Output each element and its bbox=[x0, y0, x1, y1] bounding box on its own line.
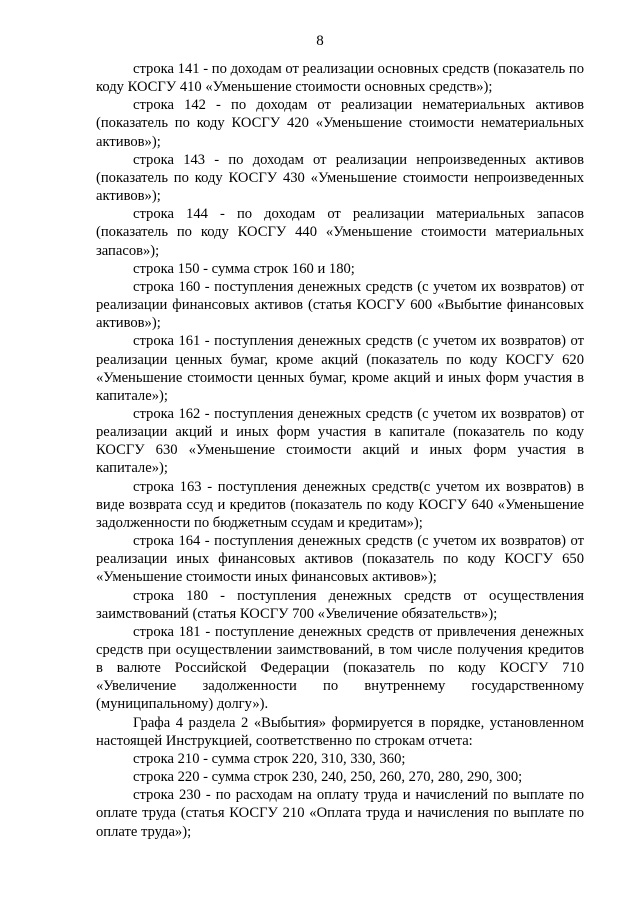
paragraph-line-144: строка 144 - по доходам от реализации материальных запасов (показатель по коду КОСГУ 440 «Уменьшение стоимости материальных запасов»); bbox=[96, 206, 584, 259]
paragraph-column-4: Графа 4 раздела 2 «Выбытия» формируется в порядке, установленном настоящей Инструкцией, соответственно по строкам отчета: bbox=[96, 714, 584, 749]
paragraph-line-210: строка 210 - сумма строк 220, 310, 330, 360; bbox=[133, 750, 406, 767]
paragraph-line-230: строка 230 - по расходам на оплату труда и начислений по выплате по оплате труда (статья КОСГУ 210 «Оплата труда и начисления по выплате по оплате труда»); bbox=[96, 787, 584, 840]
paragraph-line-164: строка 164 - поступления денежных средств (с учетом их возвратов) от реализации иных финансовых активов (показатель по коду КОСГУ 650 «Уменьшение стоимости иных финансовых активов»); bbox=[96, 533, 584, 586]
paragraph-line-142: строка 142 - по доходам от реализации нематериальных активов (показатель по коду КОСГУ 420 «Уменьшение стоимости нематериальных активов»); bbox=[96, 97, 584, 150]
paragraph-line-150: строка 150 - сумма строк 160 и 180; bbox=[133, 260, 355, 277]
paragraph-line-141: строка 141 - по доходам от реализации основных средств (показатель по коду КОСГУ 410 «Уменьшение стоимости основных средств»); bbox=[96, 61, 584, 96]
paragraph-line-162: строка 162 - поступления денежных средств (с учетом их возвратов) от реализации акций и иных форм участия в капитале (показатель по коду КОСГУ 630 «Уменьшение стоимости акций и иных форм участия в капитале»); bbox=[96, 405, 584, 477]
document-body bbox=[96, 60, 584, 841]
paragraph-line-143: строка 143 - по доходам от реализации непроизведенных активов (показатель по коду КОСГУ 430 «Уменьшение стоимости непроизведенных активов»); bbox=[96, 151, 584, 205]
paragraph-line-160: строка 160 - поступления денежных средств (с учетом их возвратов) от реализации финансовых активов (статья КОСГУ 600 «Выбытие финансовых активов»); bbox=[96, 278, 584, 332]
paragraph-line-220: строка 220 - сумма строк 230, 240, 250, 260, 270, 280, 290, 300; bbox=[133, 769, 523, 786]
paragraph-line-163: строка 163 - поступления денежных средств(с учетом их возвратов) в виде возврата ссуд и кредитов (показатель по коду КОСГУ 640 «Уменьшение задолженности по бюджетным ссудам и кредитам»); bbox=[96, 478, 584, 531]
paragraph-line-161: строка 161 - поступления денежных средств (с учетом их возвратов) от реализации ценных бумаг, кроме акций (показатель по коду КОСГУ 620 «Уменьшение стоимости ценных бумаг, кроме акций и иных форм участия в капитале»); bbox=[96, 333, 584, 404]
page-number: 8 bbox=[316, 33, 324, 49]
paragraph-line-180: строка 180 - поступления денежных средств от осуществления заимствований (статья КОСГУ 700 «Увеличение обязательств»); bbox=[96, 587, 584, 622]
paragraph-line-181: строка 181 - поступление денежных средств от привлечения денежных средств при осуществлении заимствований, в том числе получения кредитов в валюте Российской Федерации (показатель по коду КОСГУ 710 «Увеличение задолженности по внутреннему государственному (муниципальному) долгу»). bbox=[96, 623, 584, 713]
